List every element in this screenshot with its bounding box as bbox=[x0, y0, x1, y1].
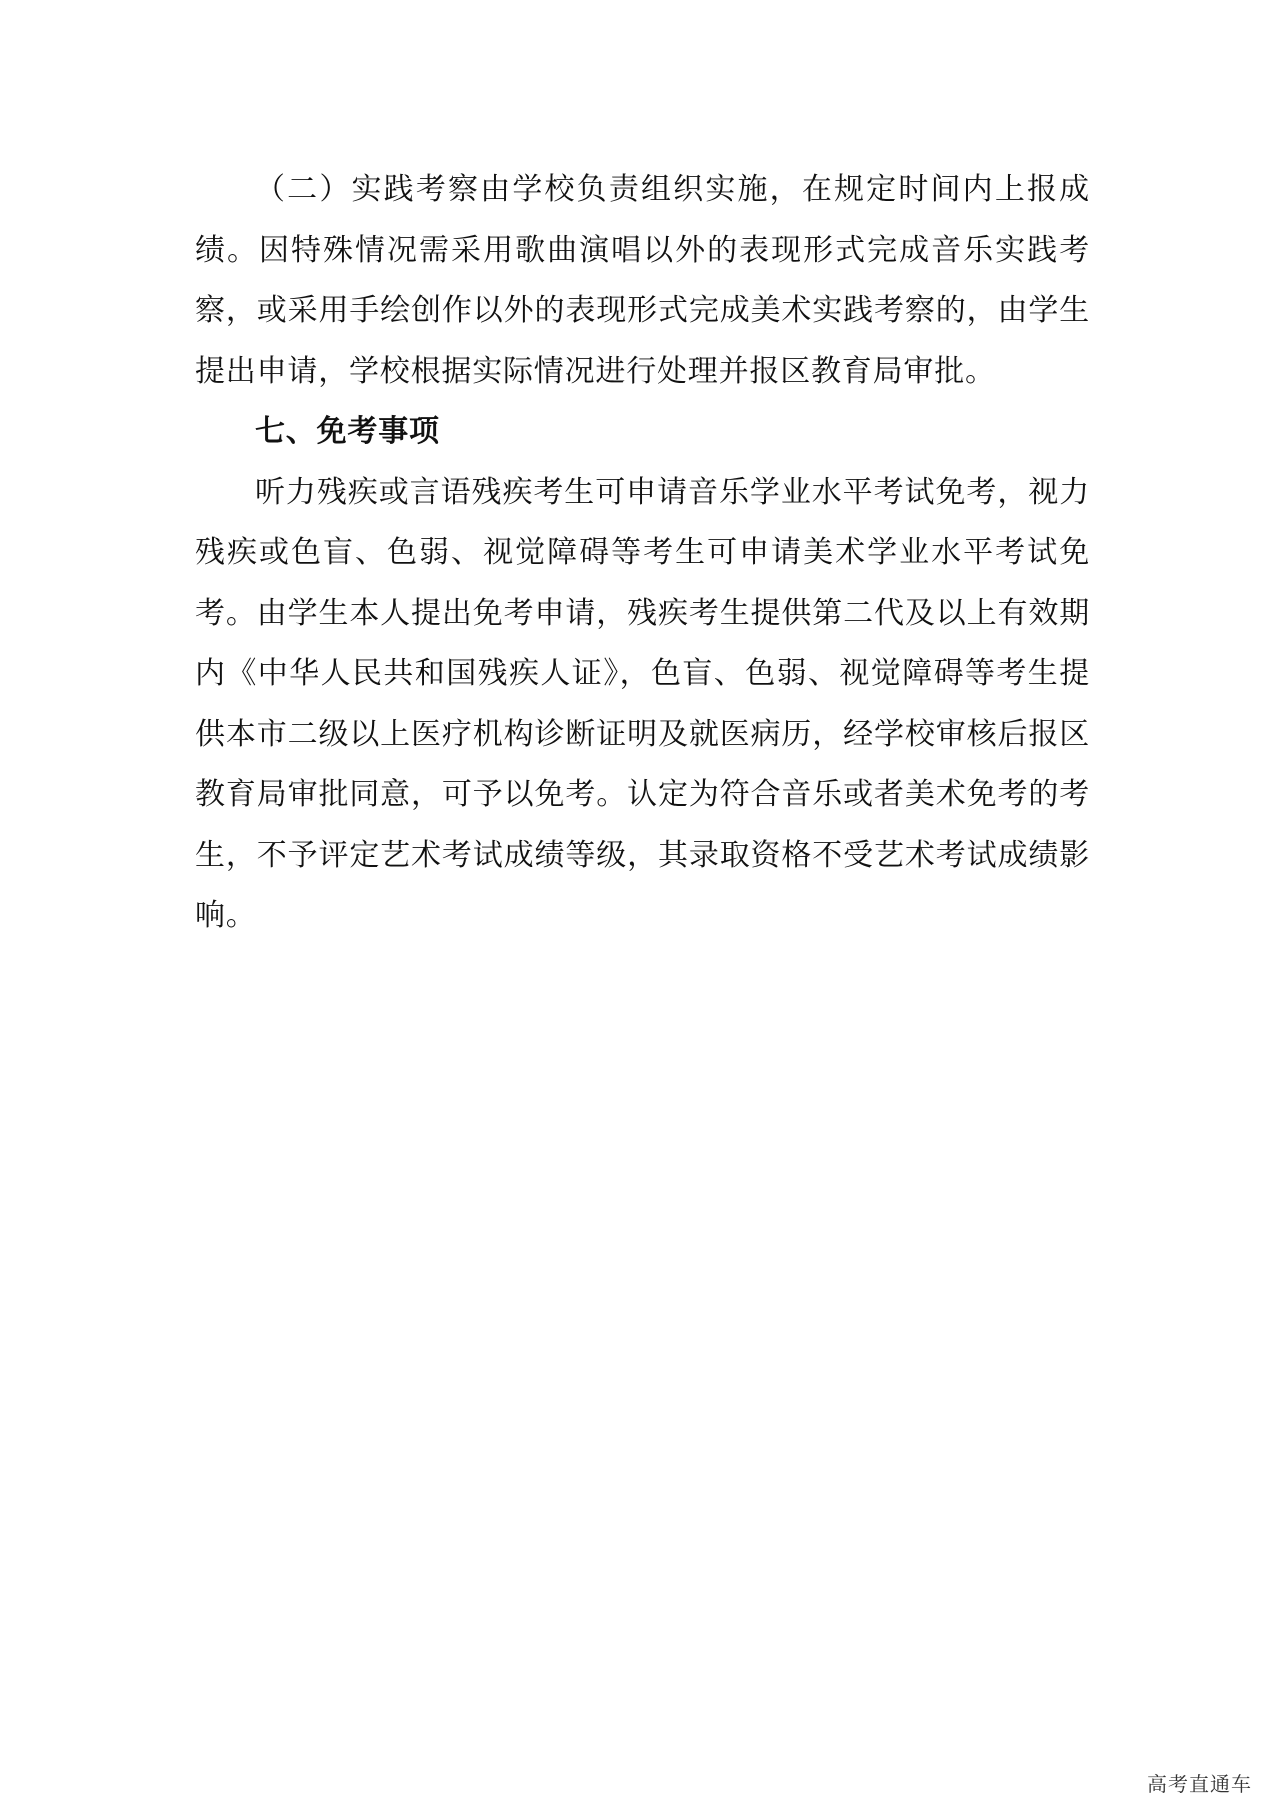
document-page bbox=[195, 160, 1090, 947]
paragraph-practice-assessment: （二）实践考察由学校负责组织实施，在规定时间内上报成绩。因特殊情况需采用歌曲演唱以外的表现形式完成音乐实践考察，或采用手绘创作以外的表现形式完成美术实践考察的，由学生提出申请，学校根据实际情况进行处理并报区教育局审批。 bbox=[195, 172, 1090, 389]
section-heading-exemption: 七、免考事项 bbox=[255, 414, 440, 449]
paragraph-exemption-rules: 听力残疾或言语残疾考生可申请音乐学业水平考试免考，视力残疾或色盲、色弱、视觉障碍等考生可申请美术学业水平考试免考。由学生本人提出免考申请，残疾考生提供第二代及以上有效期内《中华人民共和国残疾人证》，色盲、色弱、视觉障碍等考生提供本市二级以上医疗机构诊断证明及就医病历，经学校审核后报区教育局审批同意，可予以免考。认定为符合音乐或者美术免考的考生，不予评定艺术考试成绩等级，其录取资格不受艺术考试成绩影响。 bbox=[195, 474, 1090, 933]
watermark-text: 高考直通车 bbox=[1147, 1772, 1252, 1796]
